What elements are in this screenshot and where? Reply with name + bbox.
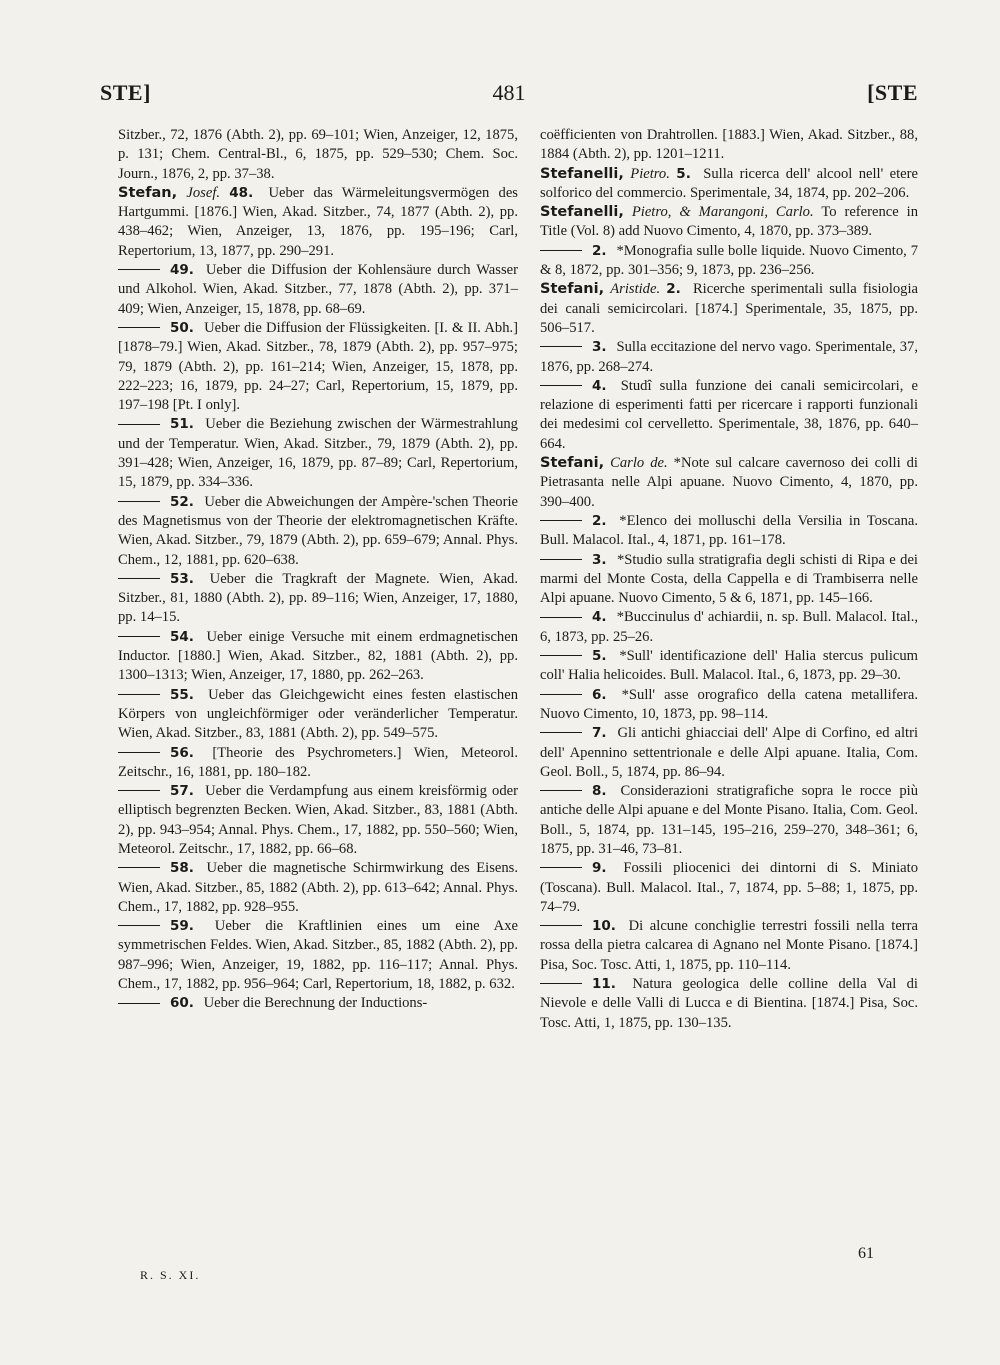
entry-number: 11. <box>592 976 616 993</box>
author-name: Stefani, <box>540 281 605 298</box>
entry-text: Ricerche sperimentali sulla fisiologia dei canali semicircolari. [1874.] Sperimentale, 35, 1875, pp. 506–517. <box>540 281 919 336</box>
author-given-name: Aristide. <box>610 281 661 298</box>
entry-text: Ueber die Tragkraft der Magnete. Wien, Akad. Sitzber., 81, 1880 (Abth. 2), pp. 89–116; Wien, Anzeiger, 17, 1880, pp. 14–15. <box>118 570 518 626</box>
bibliography-entry <box>540 917 918 975</box>
entry-number: 4. <box>592 609 607 626</box>
bibliography-entry <box>540 165 918 204</box>
bibliography-entry <box>118 415 518 492</box>
bibliography-entry <box>118 319 518 415</box>
ditto-dash <box>540 346 582 347</box>
sheet-number: 61 <box>858 1245 874 1262</box>
author-name: Stefanelli, <box>540 204 624 221</box>
bibliography-entry <box>540 280 918 338</box>
author-name: Stefanelli, <box>540 165 624 182</box>
ditto-dash <box>540 925 582 926</box>
ditto-dash <box>118 327 160 328</box>
ditto-dash <box>540 790 582 791</box>
entry-number: 2. <box>592 242 607 259</box>
signature-mark: R. S. XI. <box>140 1268 201 1282</box>
ditto-dash <box>540 867 582 868</box>
ditto-dash <box>540 655 582 656</box>
page-number: 481 <box>492 80 526 105</box>
bibliography-entry <box>540 454 918 512</box>
entry-number: 5. <box>676 165 691 182</box>
entry-number: 6. <box>592 686 607 703</box>
entry-number: 10. <box>592 918 616 935</box>
entry-text: Ueber die Diffusion der Flüssigkeiten. [I. & II. Abh.] [1878–79.] Wien, Akad. Sitzber., 78, 1879 (Abth. 2), pp. 957–975; 79, 1879 (Abth. 2), pp. 161–214; Wien, Anzeiger, 15, 1878, pp. 222–223; 16, 1879, pp. 24–27; Carl, Repertorium, 15, 1879, pp. 197–198 [Pt. I only]. <box>118 319 518 414</box>
entry-text: Ueber die Beziehung zwischen der Wärmestrahlung und der Temperatur. Wien, Akad. Sitzber., 79, 1879 (Abth. 2), pp. 391–428; Wien, Anzeiger, 16, 1879, pp. 87–89; Carl, Repertorium, 15, 1879, pp. 334–336. <box>118 416 518 491</box>
bibliography-entry <box>540 608 918 647</box>
author-given-name: Pietro. <box>630 165 670 182</box>
ditto-dash <box>118 636 160 637</box>
entry-number: 49. <box>170 262 194 279</box>
entry-text: Di alcune conchiglie terrestri fossili nella terra rossa della pietra calcarea di Agnano nel Monte Pisano. [1874.] Pisa, Soc. Tosc. Atti, 1, 1875, pp. 110–114. <box>540 918 918 973</box>
bibliography-entry <box>118 686 518 744</box>
entry-text: *Monografia sulle bolle liquide. Nuovo Cimento, 7 & 8, 1872, pp. 301–356; 9, 1873, pp. 236–256. <box>540 242 918 279</box>
entry-number: 50. <box>170 319 194 336</box>
entry-number: 57. <box>170 783 194 800</box>
bibliography-entry <box>540 377 918 454</box>
entry-text: Sulla ricerca dell' alcool nell' etere solforico del commercio. Sperimentale, 34, 1874, pp. 202–206. <box>540 165 918 201</box>
bibliography-entry <box>540 724 918 782</box>
entry-text: Fossili pliocenici dei dintorni di S. Miniato (Toscana). Bull. Malacol. Ital., 7, 1874, pp. 5–88; 1, 1875, pp. 74–79. <box>540 860 918 915</box>
entry-text: Ueber die Diffusion der Kohlensäure durch Wasser und Alkohol. Wien, Akad. Sitzber., 77, 1878 (Abth. 2), pp. 371–409; Wien, Anzeiger, 15, 1878, pp. 68–69. <box>118 262 518 317</box>
bibliography-entry <box>118 261 518 319</box>
ditto-dash <box>540 250 582 251</box>
entry-text: *Buccinulus d' achiardii, n. sp. Bull. Malacol. Ital., 6, 1873, pp. 25–26. <box>540 609 918 645</box>
entry-number: 56. <box>170 744 194 761</box>
entry-number: 53. <box>170 570 194 587</box>
bibliography-entry <box>118 570 518 628</box>
entry-number: 52. <box>170 493 194 510</box>
entry-text: Ueber die Kraftlinien eines um eine Axe symmetrischen Feldes. Wien, Akad. Sitzber., 85, 1882 (Abth. 2), pp. 987–996; Wien, Anzeiger, 19, 1882, pp. 116–117; Annal. Phys. Chem., 17, 1882, pp. 956–964; Carl, Repertorium, 18, 1882, p. 632. <box>118 918 518 993</box>
ditto-dash <box>118 424 160 425</box>
ditto-dash <box>540 559 582 560</box>
entry-text: Ueber das Wärmeleitungsvermögen des Hartgummi. [1876.] Wien, Akad. Sitzber., 74, 1877 (Abth. 2), pp. 438–462; Wien, Anzeiger, 13, 1876, pp. 195–196; Carl, Repertorium, 13, 1877, pp. 290–291. <box>118 184 518 259</box>
ditto-dash <box>118 578 160 579</box>
author-given-name: Pietro, & Marangoni, Carlo. <box>631 204 814 221</box>
header-right-range: [STE <box>867 80 918 105</box>
bibliography-entry <box>540 126 918 165</box>
entry-text: Ueber die magnetische Schirmwirkung des Eisens. Wien, Akad. Sitzber., 85, 1882 (Abth. 2), pp. 613–642; Annal. Phys. Chem., 17, 1882, pp. 928–955. <box>118 860 518 915</box>
entry-text: *Note sul calcare cavernoso dei colli di Pietrasanta nelle Alpi apuane. Nuovo Cimento, 4, 1870, pp. 390–400. <box>540 455 918 510</box>
bibliography-entry <box>118 628 518 686</box>
entry-number: 55. <box>170 686 194 703</box>
entry-number: 54. <box>170 628 194 645</box>
entry-text: Ueber die Berechnung der Inductions- <box>203 995 428 1012</box>
bibliography-entry <box>118 126 518 184</box>
entry-text: Studî sulla funzione dei canali semicircolari, e relazione di esperimenti fatti per ricercare i rapporti funzionali dei medesimi col cervelletto. Sperimentale, 38, 1876, pp. 640–664. <box>540 377 918 452</box>
entry-text: Ueber einige Versuche mit einem erdmagnetischen Inductor. [1880.] Wien, Akad. Sitzber., 82, 1881 (Abth. 2), pp. 1300–1313; Wien, Anzeiger, 17, 1880, pp. 262–263. <box>118 628 518 684</box>
entry-number: 48. <box>229 184 254 201</box>
entry-number: 58. <box>170 860 194 877</box>
entry-text: Ueber das Gleichgewicht eines festen elastischen Körpers von ungleichförmiger oder veränderlicher Temperatur. Wien, Akad. Sitzber., 83, 1881 (Abth. 2), pp. 549–575. <box>118 686 518 742</box>
entry-text: Sitzber., 72, 1876 (Abth. 2), pp. 69–101; Wien, Anzeiger, 12, 1875, p. 131; Chem. Central-Bl., 6, 1875, pp. 529–530; Chem. Soc. Journ., 1876, 2, pp. 37–38. <box>118 127 518 182</box>
author-given-name: Carlo de. <box>610 455 668 472</box>
left-column <box>118 126 518 1014</box>
bibliography-entry <box>118 859 518 917</box>
entry-text: Gli antichi ghiacciai dell' Alpe di Corfino, ed altri dell' Apennino settentrionale e delle Alpi apuane. Italia, Com. Geol. Boll., 5, 1874, pp. 86–94. <box>540 725 918 780</box>
entry-text: To reference in Title (Vol. 8) add Nuovo Cimento, 4, 1870, pp. 373–389. <box>540 204 919 240</box>
ditto-dash <box>540 732 582 733</box>
entry-text: [Theorie des Psychrometers.] Wien, Meteorol. Zeitschr., 16, 1881, pp. 180–182. <box>118 744 518 780</box>
header-left-range: STE] <box>100 80 151 105</box>
ditto-dash <box>540 617 582 618</box>
author-name: Stefan, <box>118 184 178 201</box>
author-name: Stefani, <box>540 455 605 472</box>
right-column <box>540 126 918 1033</box>
entry-text: Considerazioni stratigrafiche sopra le rocce più antiche delle Alpi apuane e del Monte Pisano. Italia, Com. Geol. Boll., 5, 1874, pp. 131–145, 195–216, 259–270, 348–361; 6, 1875, pp. 31–46, 73–81. <box>540 783 918 857</box>
ditto-dash <box>118 752 160 753</box>
bibliography-entry <box>540 782 918 859</box>
ditto-dash <box>540 385 582 386</box>
entry-text: coëfficienten von Drahtrollen. [1883.] Wien, Akad. Sitzber., 88, 1884 (Abth. 2), pp. 1201–1211. <box>540 127 918 163</box>
bibliography-entry <box>118 782 518 859</box>
bibliography-entry <box>540 203 918 242</box>
bibliography-entry <box>118 917 518 994</box>
bibliography-entry <box>118 994 518 1013</box>
entry-number: 9. <box>592 860 607 877</box>
bibliography-entry <box>540 551 918 609</box>
ditto-dash <box>118 269 160 270</box>
entry-text: Natura geologica delle colline della Val di Nievole e delle Valli di Lucca e di Bientina. [1874.] Pisa, Soc. Tosc. Atti, 1, 1875, pp. 130–135. <box>540 976 918 1031</box>
entry-text: Sulla eccitazione del nervo vago. Sperimentale, 37, 1876, pp. 268–274. <box>540 339 918 375</box>
entry-number: 51. <box>170 416 194 433</box>
entry-number: 3. <box>592 551 607 568</box>
entry-number: 8. <box>592 783 607 800</box>
ditto-dash <box>118 1003 160 1004</box>
bibliography-entry <box>540 242 918 281</box>
entry-number: 59. <box>170 918 194 935</box>
bibliography-entry <box>540 975 918 1033</box>
ditto-dash <box>540 694 582 695</box>
entry-number: 7. <box>592 725 607 742</box>
entry-number: 60. <box>170 995 194 1012</box>
ditto-dash <box>118 790 160 791</box>
entry-text: Ueber die Abweichungen der Ampère-'schen Theorie des Magnetismus von der Theorie der elektromagnetischen Kräfte. Wien, Akad. Sitzber., 79, 1879 (Abth. 2), pp. 659–679; Annal. Phys. Chem., 12, 1881, pp. 620–638. <box>118 493 518 568</box>
bibliography-entry <box>540 338 918 377</box>
bibliography-entry <box>540 859 918 917</box>
entry-text: *Sull' identificazione dell' Halia stercus pulicum coll' Halia helicoides. Bull. Malacol. Ital., 6, 1873, pp. 29–30. <box>540 648 918 684</box>
entry-number: 3. <box>592 339 607 356</box>
bibliography-entry <box>118 493 518 570</box>
bibliography-entry <box>540 512 918 551</box>
bibliography-entry <box>540 647 918 686</box>
ditto-dash <box>118 694 160 695</box>
entry-text: *Elenco dei molluschi della Versilia in Toscana. Bull. Malacol. Ital., 4, 1871, pp. 161–178. <box>540 512 918 549</box>
entry-number: 2. <box>666 281 681 298</box>
page-header <box>100 80 918 112</box>
bibliography-entry <box>118 744 518 783</box>
ditto-dash <box>118 501 160 502</box>
entry-number: 2. <box>592 512 607 529</box>
entry-number: 5. <box>592 648 607 665</box>
ditto-dash <box>118 925 160 926</box>
entry-number: 4. <box>592 377 607 394</box>
bibliography-entry <box>118 184 518 261</box>
author-given-name: Josef. <box>186 184 221 201</box>
entry-text: *Sull' asse orografico della catena metallifera. Nuovo Cimento, 10, 1873, pp. 98–114. <box>540 686 918 722</box>
bibliography-entry <box>540 686 918 725</box>
entry-text: *Studio sulla stratigrafia degli schisti di Ripa e dei marmi del Monte Costa, della Cappella e di Trambiserra nelle Alpi apuane. Nuovo Cimento, 5 & 6, 1871, pp. 145–166. <box>540 551 918 607</box>
entry-text: Ueber die Verdampfung aus einem kreisförmig oder elliptisch begrenzten Becken. Wien, Akad. Sitzber., 83, 1881 (Abth. 2), pp. 943–954; Annal. Phys. Chem., 17, 1882, pp. 550–560; Wien, Meteorol. Zeitschr., 17, 1882, pp. 66–68. <box>118 783 518 857</box>
ditto-dash <box>540 520 582 521</box>
ditto-dash <box>118 867 160 868</box>
ditto-dash <box>540 983 582 984</box>
